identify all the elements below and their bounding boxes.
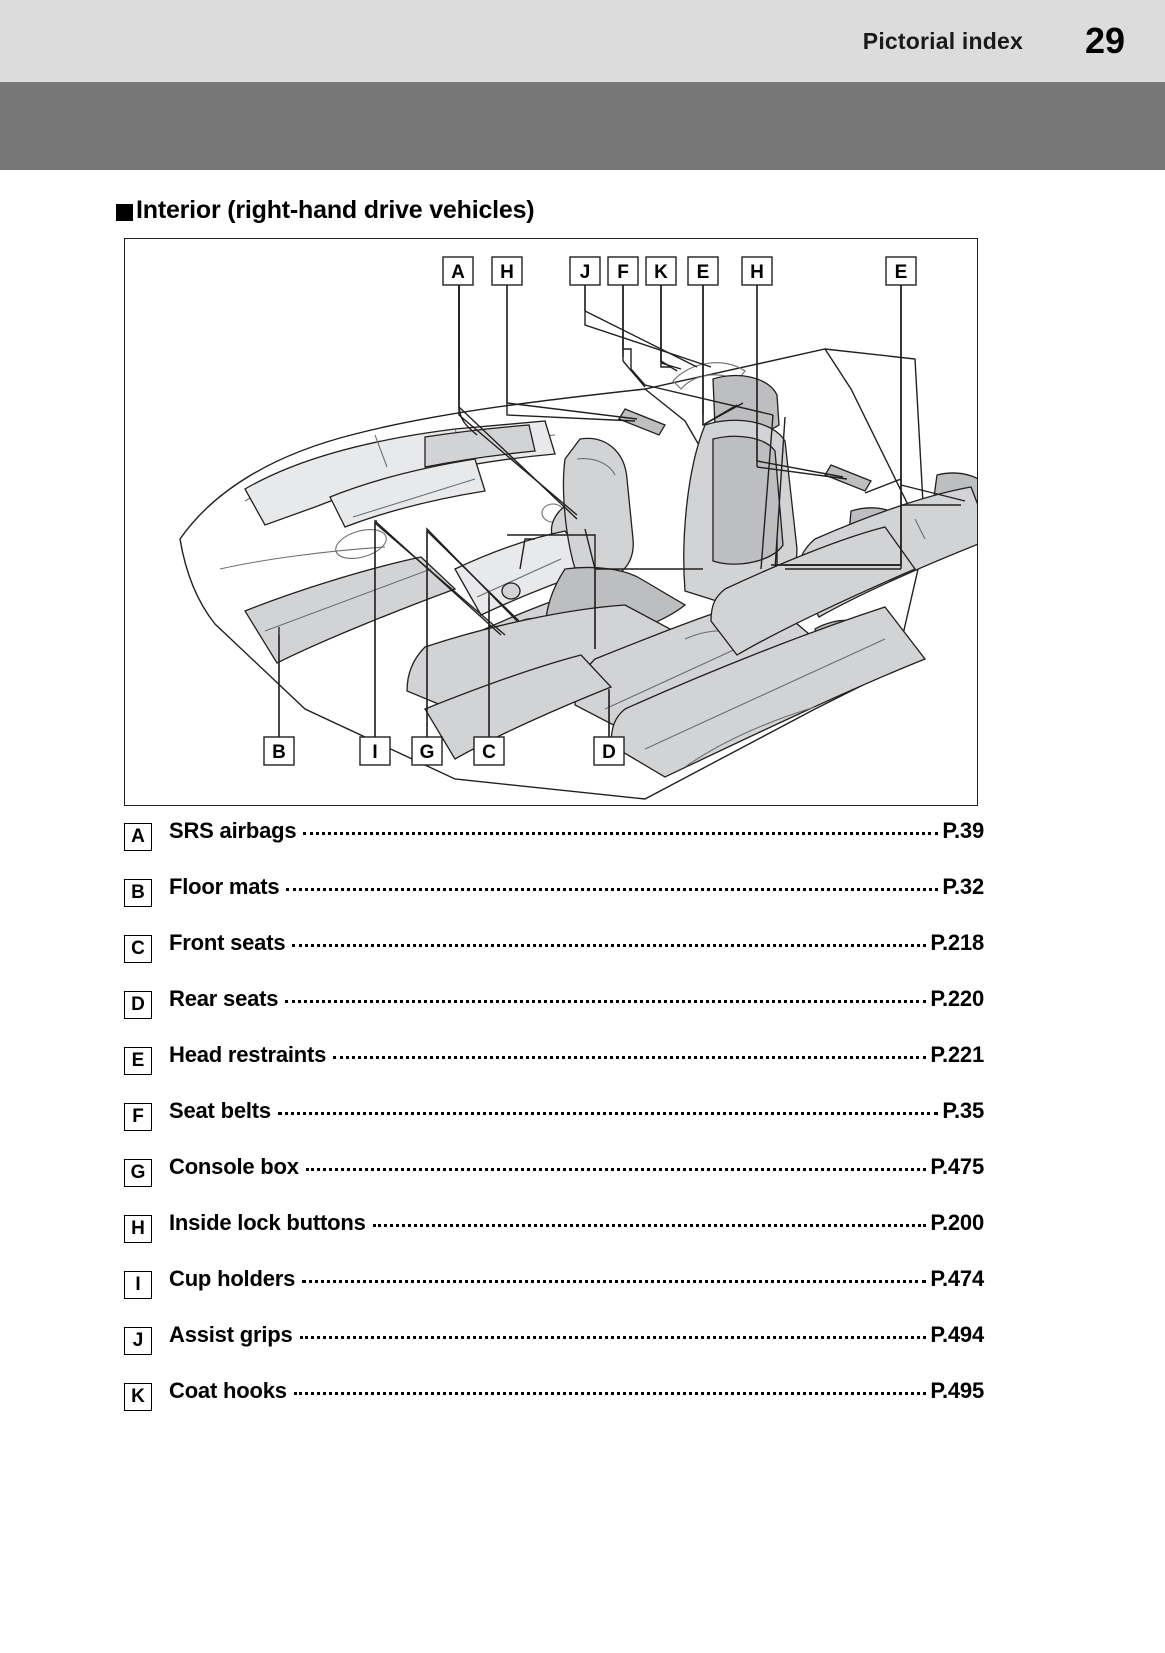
callout-bottom-B — [264, 737, 294, 765]
svg-text:G: G — [419, 742, 435, 763]
leader-dots — [286, 888, 938, 891]
callout-top-H1 — [492, 257, 522, 285]
entry-letter: F — [124, 1103, 152, 1131]
callout-top-F — [608, 257, 638, 285]
leader-dots — [294, 1392, 927, 1395]
list-item[interactable] — [124, 930, 984, 986]
callout-top-K — [646, 257, 676, 285]
page-header-title: Pictorial index — [862, 27, 1023, 54]
page-number: 29 — [1084, 20, 1125, 61]
entry-label: Console box — [169, 1154, 299, 1179]
list-item[interactable] — [124, 1322, 984, 1378]
entry-page-ref[interactable]: P.218 — [930, 930, 984, 955]
entry-page-ref[interactable]: P.474 — [930, 1266, 984, 1291]
entry-label: SRS airbags — [169, 818, 297, 843]
page-header — [0, 0, 1165, 82]
leader-dots — [278, 1112, 938, 1115]
entry-page-ref[interactable]: P.200 — [930, 1210, 984, 1235]
header-gray-band — [0, 82, 1165, 170]
svg-text:I: I — [372, 742, 378, 763]
entry-page-ref[interactable]: P.221 — [930, 1042, 984, 1067]
entry-letter: H — [124, 1215, 152, 1243]
entry-letter: K — [124, 1383, 152, 1411]
leader-dots — [333, 1056, 926, 1059]
callout-top-A — [443, 257, 473, 285]
svg-text:D: D — [602, 742, 616, 763]
svg-text:J: J — [579, 262, 591, 283]
svg-text:H: H — [750, 262, 764, 283]
entry-letter: I — [124, 1271, 152, 1299]
interior-diagram-svg — [125, 239, 977, 805]
list-item[interactable] — [124, 1042, 984, 1098]
leader-dots — [373, 1224, 927, 1227]
callout-top-E1 — [688, 257, 718, 285]
entry-page-ref[interactable]: P.35 — [942, 1098, 984, 1123]
svg-text:E: E — [894, 262, 908, 283]
section-title-text: Interior (right-hand drive vehicles) — [136, 196, 535, 224]
callout-top-J — [570, 257, 600, 285]
leader-dots — [302, 1280, 926, 1283]
svg-text:A: A — [451, 262, 465, 283]
entry-label: Assist grips — [169, 1322, 293, 1347]
entry-letter: B — [124, 879, 152, 907]
callout-bottom-I — [360, 737, 390, 765]
interior-illustration — [124, 238, 978, 806]
entry-letter: J — [124, 1327, 152, 1355]
leader-dots — [303, 832, 938, 835]
list-item[interactable] — [124, 986, 984, 1042]
leader-dots — [285, 1000, 926, 1003]
entry-page-ref[interactable]: P.494 — [930, 1322, 984, 1347]
entry-page-ref[interactable]: P.220 — [930, 986, 984, 1011]
entry-page-ref[interactable]: P.39 — [942, 818, 984, 843]
entry-letter: E — [124, 1047, 152, 1075]
entry-page-ref[interactable]: P.495 — [930, 1378, 984, 1403]
section-heading — [116, 196, 1165, 225]
list-item[interactable] — [124, 1378, 984, 1434]
entry-label: Coat hooks — [169, 1378, 287, 1403]
entry-page-ref[interactable]: P.475 — [930, 1154, 984, 1179]
leader-dots — [292, 944, 926, 947]
callout-top-E2 — [886, 257, 916, 285]
pictorial-index-list — [124, 818, 984, 1434]
entry-label: Seat belts — [169, 1098, 271, 1123]
svg-text:E: E — [696, 262, 710, 283]
callout-bottom-D — [594, 737, 624, 765]
bullet-square-icon — [116, 204, 133, 221]
entry-label: Rear seats — [169, 986, 279, 1011]
list-item[interactable] — [124, 874, 984, 930]
svg-text:K: K — [654, 262, 668, 283]
callout-bottom-C — [474, 737, 504, 765]
list-item[interactable] — [124, 1266, 984, 1322]
svg-text:B: B — [272, 742, 286, 763]
entry-letter: G — [124, 1159, 152, 1187]
list-item[interactable] — [124, 1154, 984, 1210]
entry-letter: C — [124, 935, 152, 963]
svg-text:H: H — [500, 262, 514, 283]
entry-label: Head restraints — [169, 1042, 327, 1067]
leader-dots — [300, 1336, 927, 1339]
callout-bottom-G — [412, 737, 442, 765]
entry-label: Floor mats — [169, 874, 280, 899]
svg-text:F: F — [617, 262, 629, 283]
entry-label: Inside lock buttons — [169, 1210, 366, 1235]
list-item[interactable] — [124, 1098, 984, 1154]
entry-letter: A — [124, 823, 152, 851]
entry-page-ref[interactable]: P.32 — [942, 874, 984, 899]
list-item[interactable] — [124, 818, 984, 874]
leader-dots — [306, 1168, 927, 1171]
entry-label: Cup holders — [169, 1266, 296, 1291]
entry-letter: D — [124, 991, 152, 1019]
list-item[interactable] — [124, 1210, 984, 1266]
callout-top-H2 — [742, 257, 772, 285]
entry-label: Front seats — [169, 930, 286, 955]
svg-text:C: C — [482, 742, 496, 763]
